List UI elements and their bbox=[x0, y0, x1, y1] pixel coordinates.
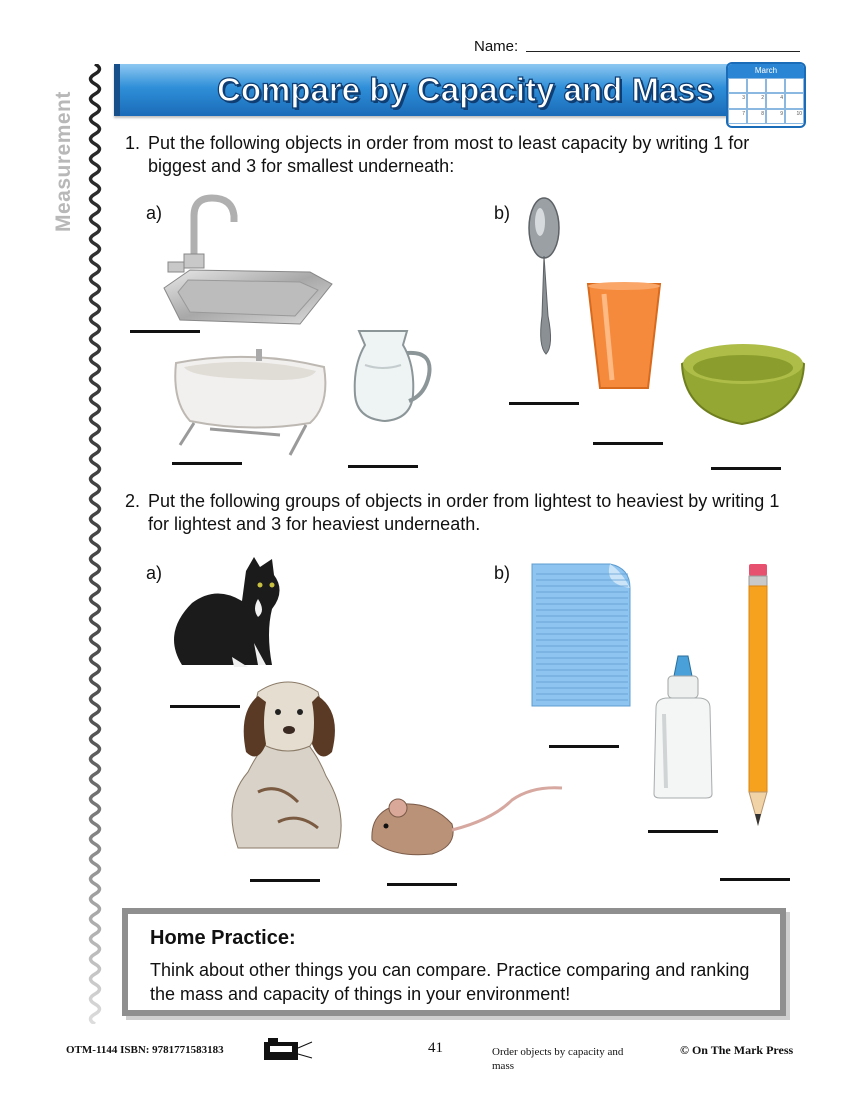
name-label: Name: bbox=[474, 38, 519, 55]
calendar-cell bbox=[728, 78, 747, 93]
answer-blank-1b-bowl[interactable] bbox=[711, 467, 781, 470]
calendar-cell: 2 bbox=[747, 93, 766, 108]
calendar-cell: 10 bbox=[785, 109, 804, 124]
answer-blank-2b-paper[interactable] bbox=[549, 745, 619, 748]
calendar-grid bbox=[728, 78, 804, 124]
calendar-cell: 3 bbox=[728, 93, 747, 108]
answer-blank-1b-spoon[interactable] bbox=[509, 402, 579, 405]
question-1-text: Put the following objects in order from most to least capacity by writing 1 for biggest and 3 for smallest underneath: bbox=[148, 133, 750, 176]
spoon-icon bbox=[522, 196, 566, 358]
sink-icon bbox=[160, 192, 335, 327]
answer-blank-2a-mouse[interactable] bbox=[387, 883, 457, 886]
home-practice-title: Home Practice: bbox=[150, 927, 296, 949]
footer-copyright: © On The Mark Press bbox=[680, 1043, 794, 1057]
paper-icon bbox=[530, 562, 633, 708]
calendar-cell bbox=[766, 78, 785, 93]
footer-book-code: OTM-1144 ISBN: 9781771583183 bbox=[66, 1044, 224, 1056]
answer-blank-2b-pencil[interactable] bbox=[720, 878, 790, 881]
question-1a-label: a) bbox=[146, 203, 163, 223]
bowl-icon bbox=[678, 334, 808, 426]
calendar-month: March bbox=[728, 64, 804, 78]
pitcher-icon bbox=[345, 325, 437, 425]
pencil-icon bbox=[745, 562, 771, 830]
question-2a-label: a) bbox=[146, 563, 163, 583]
calendar-cell: 4 bbox=[766, 93, 785, 108]
footer-page-number: 41 bbox=[428, 1040, 443, 1056]
bathtub-icon bbox=[170, 345, 330, 457]
answer-blank-1a-sink[interactable] bbox=[130, 330, 200, 333]
answer-blank-1a-pitcher[interactable] bbox=[348, 465, 418, 468]
calendar-cell: 9 bbox=[766, 109, 785, 124]
calendar-cell: 8 bbox=[747, 109, 766, 124]
answer-blank-2a-dog[interactable] bbox=[250, 879, 320, 882]
answer-blank-1a-bathtub[interactable] bbox=[172, 462, 242, 465]
home-practice-text: Think about other things you can compare. Practice comparing and ranking the mass and capacity of things in your environment! bbox=[150, 960, 750, 1004]
name-line[interactable] bbox=[526, 51, 800, 52]
footer-description: Order objects by capacity and mass bbox=[492, 1046, 624, 1072]
dog-icon bbox=[218, 672, 356, 852]
cup-icon bbox=[584, 280, 664, 392]
calendar-icon bbox=[726, 62, 806, 128]
question-2-text: Put the following groups of objects in order from lightest to heaviest by writing 1 for lightest and 3 for heaviest underneath. bbox=[148, 491, 780, 534]
calendar-cell bbox=[747, 78, 766, 93]
calendar-cell: 7 bbox=[728, 109, 747, 124]
projector-icon bbox=[262, 1036, 314, 1062]
side-wave-decoration bbox=[84, 64, 106, 1024]
page-title: Compare by Capacity and Mass bbox=[217, 71, 714, 108]
glue-icon bbox=[648, 654, 718, 800]
calendar-cell bbox=[785, 93, 804, 108]
mouse-icon bbox=[362, 780, 567, 860]
cat-icon bbox=[162, 553, 290, 671]
calendar-cell bbox=[785, 78, 804, 93]
question-2b-label: b) bbox=[494, 563, 511, 583]
answer-blank-1b-cup[interactable] bbox=[593, 442, 663, 445]
side-label-measurement: Measurement bbox=[52, 91, 75, 232]
question-1b-label: b) bbox=[494, 203, 511, 223]
question-2-number: 2. bbox=[125, 491, 141, 511]
question-1-number: 1. bbox=[125, 133, 141, 153]
answer-blank-2b-glue[interactable] bbox=[648, 830, 718, 833]
